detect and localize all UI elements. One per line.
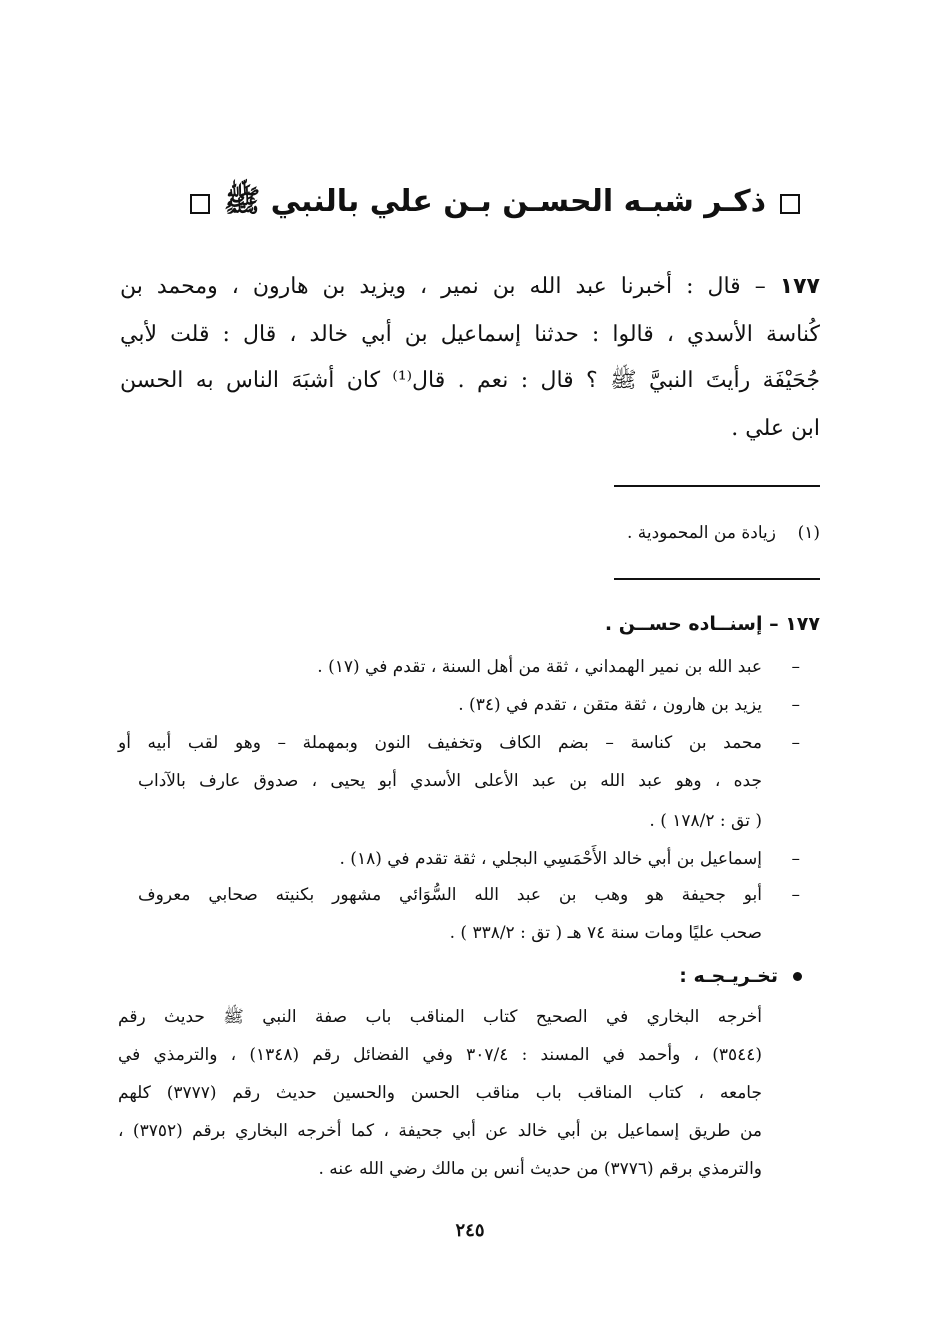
takhrij-line-5: والترمذي برقم (٣٧٧٦) من حديث أنس بن مالك رضي الله عنه .: [318, 1159, 762, 1179]
heading-box-left-icon: [190, 194, 210, 214]
isnad-title: [605, 608, 820, 640]
heading-box-right-icon: [780, 194, 800, 214]
narrator-item: – أبو جحيفة هو وهب بن عبد الله السُّوَائي مشهور بكنيته صحابي معروف: [138, 880, 762, 910]
narrator-item-continuation: صحب عليًا ومات سنة ٧٤ هـ ( تق : ٣٣٨/٢ ) .: [449, 923, 762, 943]
hadith-line-3: جُحَيْفَة رأيتَ النبيَّ ﷺ ؟ قال : نعم . قال⁽¹⁾ كان أشبَهَ الناس به الحسن: [120, 368, 820, 393]
narrator-item: – يزيد بن هارون ، ثقة متقن ، تقدم في (٣٤) .: [142, 690, 762, 720]
bullet-icon: [793, 972, 802, 981]
narrator-item: – محمد بن كناسة – بضم الكاف وتخفيف النون وبمهملة – وهو لقب أبيه أو: [118, 728, 762, 758]
hadith-line-2: كُناسة الأسدي ، قالوا : حدثنا إسماعيل بن أبي خالد ، قال : قلت لأبي: [120, 322, 820, 347]
isnad-number: ١٧٧: [785, 613, 820, 635]
narrator-dash: –: [791, 849, 800, 869]
hadith-line-1: [120, 270, 820, 304]
footnote: [627, 518, 820, 548]
chapter-heading: [225, 182, 765, 226]
narrator-dash: –: [791, 657, 800, 677]
page-number: ٢٤٥: [455, 1220, 485, 1241]
takhrij-line-1: أخرجه البخاري في الصحيح كتاب المناقب باب صفة النبي ﷺ حديث رقم: [118, 1007, 762, 1027]
narrator-item: – إسماعيل بن أبي خالد الأَحْمَسِي البجلي ، ثقة تقدم في (١٨) .: [142, 844, 762, 874]
narrator-dash: –: [791, 695, 800, 715]
takhrij-line-2: (٣٥٤٤) ، وأحمد في المسند : ٣٠٧/٤ وفي الفضائل رقم (١٣٤٨) ، والترمذي في: [118, 1045, 763, 1065]
hadith-number: ١٧٧: [779, 274, 820, 299]
hadith-line-1-text: – قال : أخبرنا عبد الله بن نمير ، ويزيد بن هارون ، ومحمد بن: [120, 274, 766, 299]
isnad-title-text: – إسنــاده حســن .: [604, 613, 779, 635]
commentary-separator: [614, 578, 820, 580]
takhrij-line-4: من طريق إسماعيل بن أبي خالد عن أبي جحيفة ، كما أخرجه البخاري برقم (٣٧٥٢) ،: [118, 1121, 762, 1141]
narrator-dash: –: [791, 733, 800, 753]
narrator-dash: –: [791, 885, 800, 905]
narrator-item: – عبد الله بن نمير الهمداني ، ثقة من أهل السنة ، تقدم في (١٧) .: [142, 652, 762, 682]
takhrij-line-3: جامعه ، كتاب المناقب باب مناقب الحسن والحسين حديث رقم (٣٧٧٧) كلهم: [118, 1083, 762, 1103]
chapter-heading-text: ذكـر شبـه الحسـن بـن علي بالنبي ﷺ: [223, 183, 767, 219]
narrator-item-continuation: جده ، وهو عبد الله بن عبد الأعلى الأسدي أبو يحيى ، صدوق عارف بالآداب: [138, 771, 762, 791]
narrator-item-continuation: ( تق : ١٧٨/٢ ) .: [649, 811, 762, 831]
hadith-line-4: ابن علي .: [731, 416, 820, 441]
takhrij-title: تخـريـجـه :: [679, 960, 778, 992]
footnote-text: زيادة من المحمودية .: [626, 523, 776, 543]
footnote-separator: [614, 485, 820, 487]
footnote-marker: (١): [797, 523, 820, 543]
